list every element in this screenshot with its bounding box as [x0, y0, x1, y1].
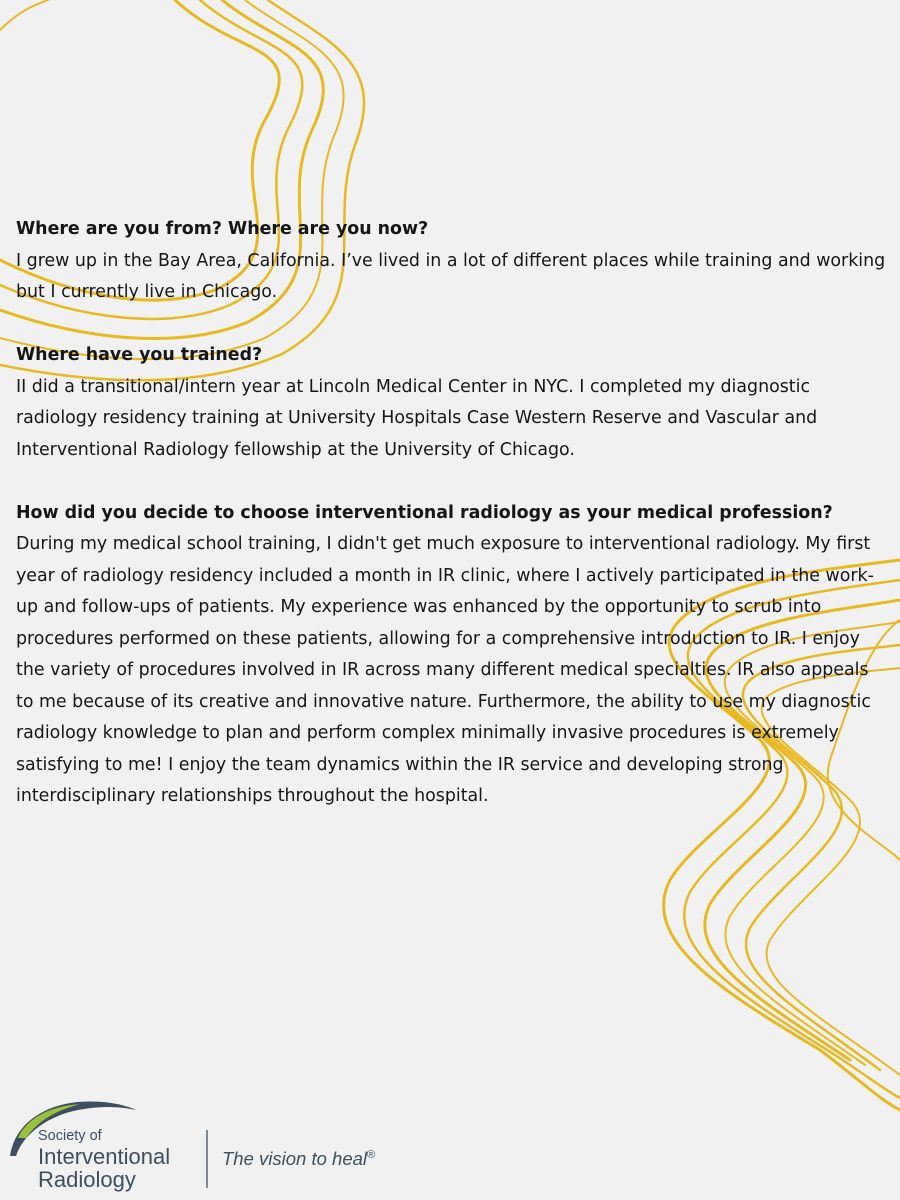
registered-mark: ® [367, 1148, 376, 1161]
tagline [222, 1148, 375, 1170]
org-name-line3: Radiology [38, 1167, 136, 1192]
org-name-line2: Interventional [38, 1144, 171, 1169]
qa-block-career-choice [16, 498, 888, 813]
qa-block-training [16, 340, 888, 466]
org-name-line1: Society of [38, 1128, 102, 1144]
answer-text: I grew up in the Bay Area, California. I’ve lived in a lot of different places while training and working but I currently live in Chicago. [16, 250, 886, 302]
question-heading: Where have you trained? [16, 345, 263, 365]
question-heading: Where are you from? Where are you now? [16, 219, 429, 239]
qa-block-origin [16, 214, 888, 309]
question-heading: How did you decide to choose interventional radiology as your medical profession? [16, 502, 833, 523]
footer-logo [8, 1098, 428, 1194]
tagline-text: The vision to heal [222, 1148, 368, 1169]
organization-name [38, 1128, 170, 1191]
logo-divider [206, 1130, 208, 1188]
answer-text: During my medical school training, I didn't get much exposure to interventional radiology. My first year of radiology residency included a month in IR clinic, where I actively participated in the work-up and follow-ups of patients. My experience was enhanced by the opportunity to scrub into procedures performed on these patients, allowing for a comprehensive introduction to IR. I enjoy the variety of procedures involved in IR across many different medical specialties. IR also appeals to me because of its creative and innovative nature. Furthermore, the ability to use my diagnostic radiology knowledge to plan and perform complex minimally invasive procedures is extremely satisfying to me! I enjoy the team dynamics within the IR service and developing strong interdisciplinary relationships throughout the hospital. [16, 534, 874, 806]
interview-content [16, 214, 888, 844]
answer-text: II did a transitional/intern year at Lincoln Medical Center in NYC. I completed my diagnostic radiology residency training at University Hospitals Case Western Reserve and Vascular and Interventional Radiology fellowship at the University of Chicago. [16, 376, 818, 460]
